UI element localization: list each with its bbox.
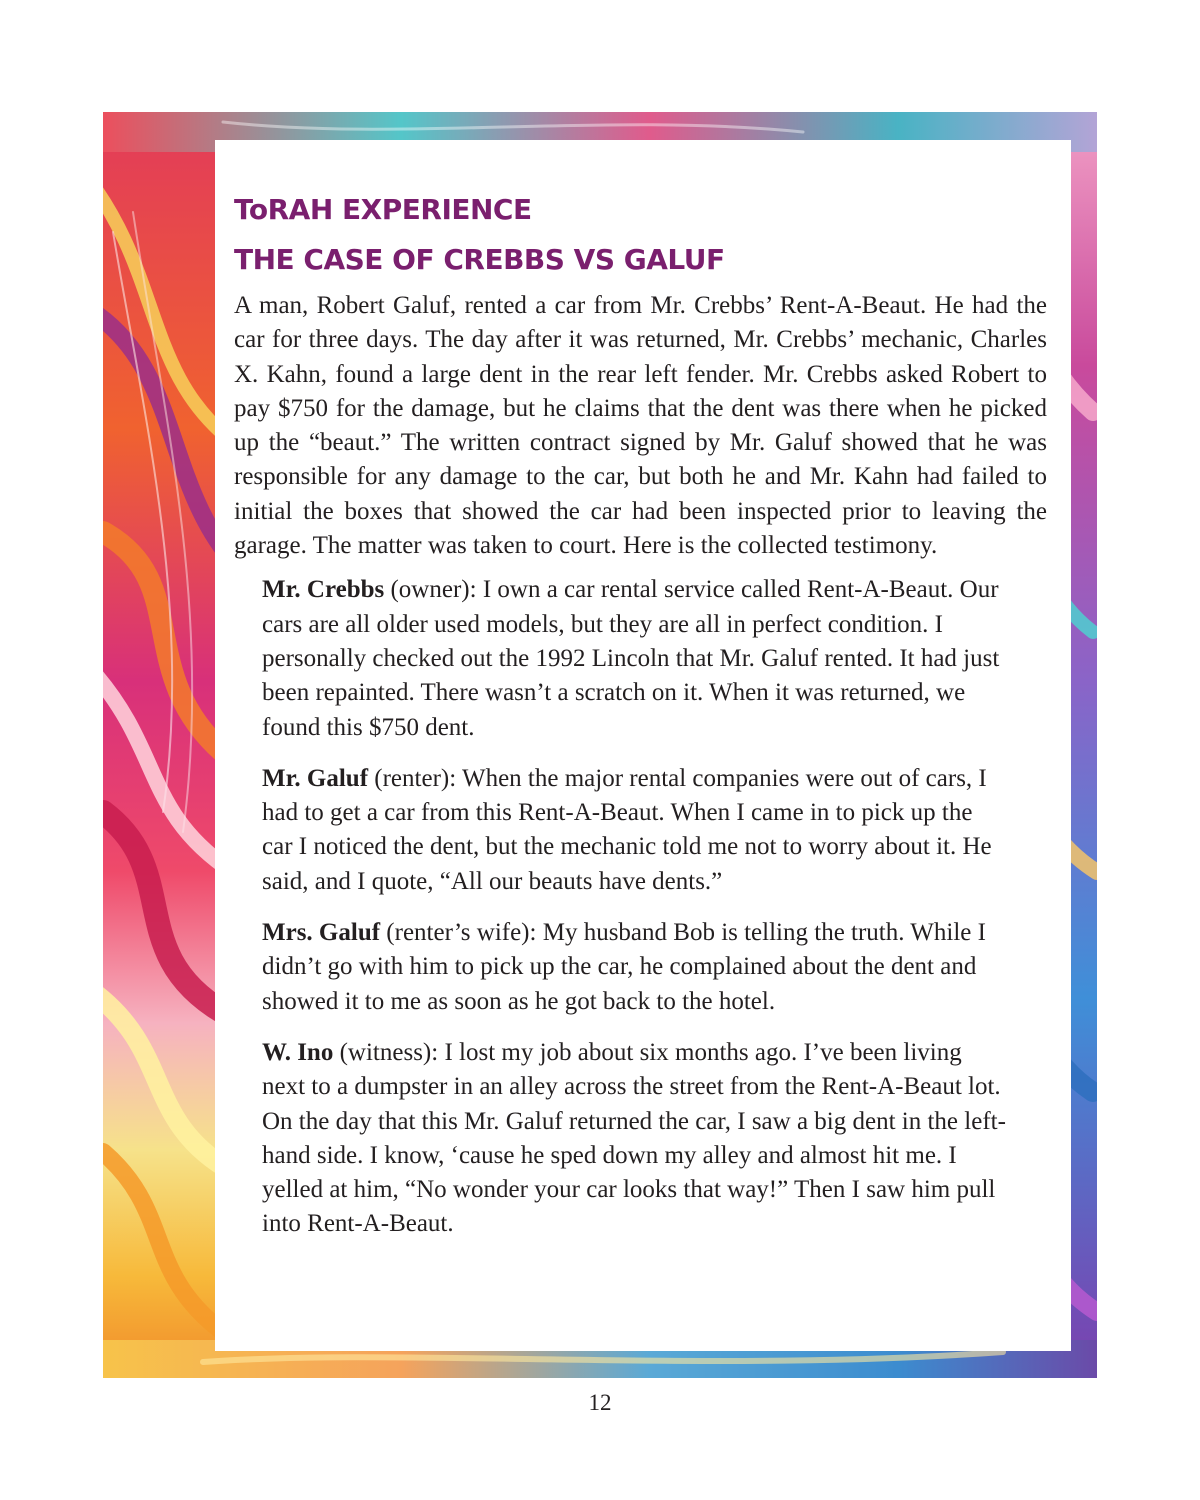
content-panel xyxy=(215,140,1071,1351)
testimony-text: : When the major rental companies were out of cars, I had to get a car from this Rent-A-Beaut. When I came in to pick up the car I noticed the dent, but the mechanic told me not to worry about it. He said, and I quote, “All our beauts have dents.” xyxy=(262,764,992,895)
testimony-galuf xyxy=(262,762,1007,899)
speaker-name: Mrs. Galuf xyxy=(262,919,381,947)
testimony-text: : I lost my job about six months ago. I’ve been living next to a dumpster in an alley across the street from the Rent-A-Beaut lot. On the day that this Mr. Galuf returned the car, I saw a big dent in the left-hand side. I know, ‘cause he sped down my alley and almost hit me. I yelled at him, “No wonder your car looks that way!” Then I saw him pull into Rent-A-Beaut. xyxy=(262,1038,1006,1238)
case-title: THE CASE OF CREBBS VS GALUF xyxy=(234,243,725,276)
testimony-text: : My husband Bob is telling the truth. While I didn’t go with him to pick up the car, he complained about the dent and showed it to me as soon as he got back to the hotel. xyxy=(262,919,986,1015)
speaker-name: Mr. Crebbs xyxy=(262,576,385,604)
testimony-crebbs xyxy=(262,573,1007,744)
section-title: ToRAH EXPERIENCE xyxy=(234,193,532,226)
speaker-name: W. Ino xyxy=(262,1038,334,1066)
speaker-role: (renter) xyxy=(368,764,450,792)
testimony-text: : I own a car rental service called Rent-A-Beaut. Our cars are all older used models, but they are all in perfect condition. I personally checked out the 1992 Lincoln that Mr. Galuf rented. It had just been repainted. There wasn’t a scratch on it. When it was returned, we found this $750 dent. xyxy=(262,576,1000,741)
testimony-mrs-galuf xyxy=(262,916,1007,1019)
decorative-border xyxy=(103,112,1097,1378)
speaker-name: Mr. Galuf xyxy=(262,764,369,792)
testimony-ino xyxy=(262,1036,1007,1242)
speaker-role: (owner) xyxy=(384,576,470,604)
page-number: 12 xyxy=(588,1390,612,1415)
speaker-role: (renter’s wife) xyxy=(380,919,530,947)
intro-paragraph: A man, Robert Galuf, rented a car from Mr. Crebbs’ Rent-A-Beaut. He had the car for three days. The day after it was returned, Mr. Crebbs’ mechanic, Charles X. Kahn, found a large dent in the rear left fender. Mr. Crebbs asked Robert to pay $750 for the damage, but he claims that the dent was there when he picked up the “beaut.” The written contract signed by Mr. Galuf showed that he was responsible for any damage to the car, but both he and Mr. Kahn had failed to initial the boxes that showed the car had been inspected prior to leaving the garage. The matter was taken to court. Here is the collected testimony. xyxy=(234,292,1047,560)
speaker-role: (witness) xyxy=(333,1038,432,1066)
